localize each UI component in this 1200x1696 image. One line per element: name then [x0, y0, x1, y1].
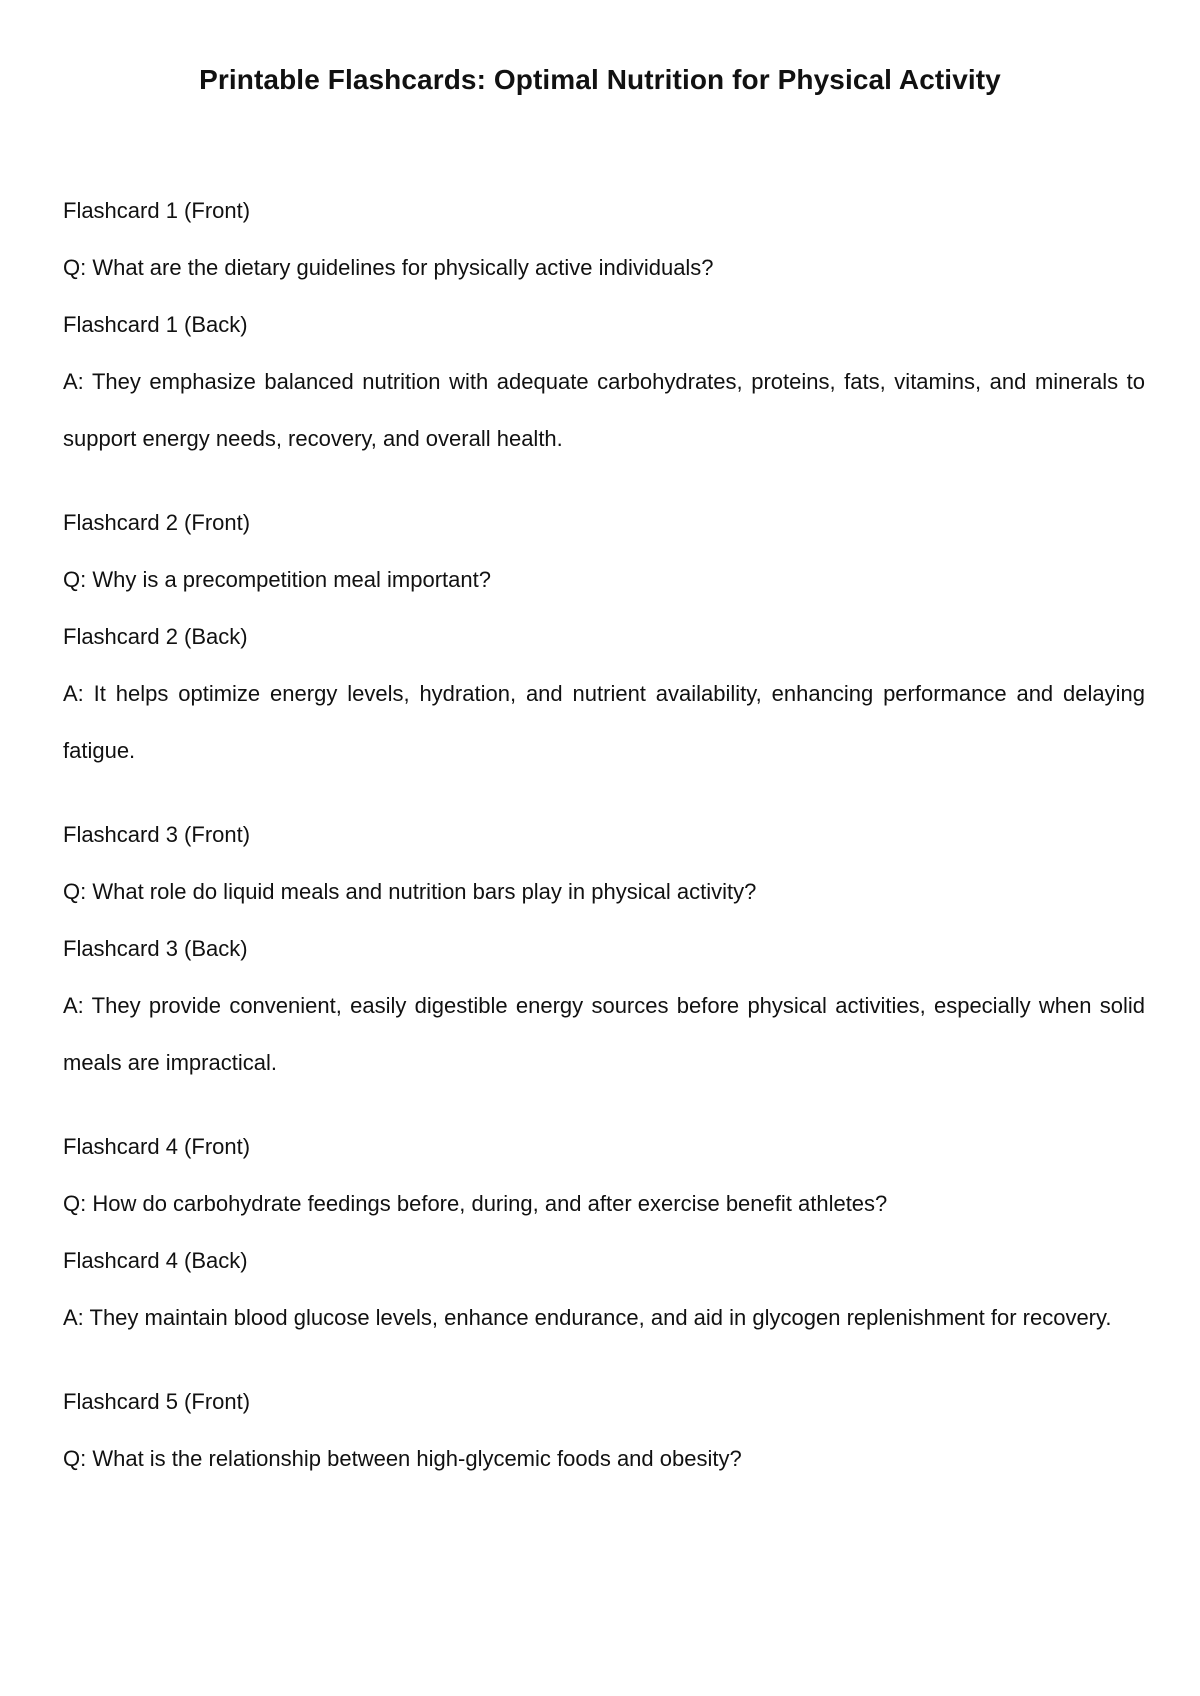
flashcard-front-heading: Flashcard 2 (Front) [63, 510, 251, 535]
flashcard-front-heading: Flashcard 4 (Front) [63, 1134, 251, 1159]
flashcard-back-heading: Flashcard 4 (Back) [63, 1248, 248, 1273]
flashcard-4 [63, 1118, 1145, 1346]
flashcard-back-heading: Flashcard 3 (Back) [63, 936, 248, 961]
flashcard-2 [63, 494, 1145, 779]
flashcard-question: Q: What role do liquid meals and nutrition bars play in physical activity? [63, 879, 757, 904]
flashcard-list [63, 182, 1145, 1514]
flashcard-question: Q: What is the relationship between high-glycemic foods and obesity? [63, 1446, 742, 1471]
flashcard-question: Q: How do carbohydrate feedings before, during, and after exercise benefit athletes? [63, 1191, 888, 1216]
flashcard-back-heading: Flashcard 1 (Back) [63, 312, 248, 337]
flashcard-answer: A: They provide convenient, easily digestible energy sources before physical activities, especially when solid meals are impractical. [63, 993, 1145, 1075]
flashcard-front-heading: Flashcard 5 (Front) [63, 1389, 251, 1414]
flashcard-front-heading: Flashcard 1 (Front) [63, 198, 251, 223]
flashcard-question: Q: What are the dietary guidelines for physically active individuals? [63, 255, 714, 280]
document-title: Printable Flashcards: Optimal Nutrition for Physical Activity [199, 64, 1001, 95]
flashcard-1 [63, 182, 1145, 467]
flashcard-question: Q: Why is a precompetition meal important? [63, 567, 491, 592]
flashcard-answer: A: They maintain blood glucose levels, enhance endurance, and aid in glycogen replenishment for recovery. [63, 1305, 1112, 1330]
flashcard-5 [63, 1373, 1145, 1487]
flashcard-3 [63, 806, 1145, 1091]
flashcard-back-heading: Flashcard 2 (Back) [63, 624, 248, 649]
flashcard-front-heading: Flashcard 3 (Front) [63, 822, 251, 847]
flashcard-answer: A: They emphasize balanced nutrition with adequate carbohydrates, proteins, fats, vitamins, and minerals to support energy needs, recovery, and overall health. [63, 369, 1145, 451]
flashcard-answer: A: It helps optimize energy levels, hydration, and nutrient availability, enhancing performance and delaying fatigue. [63, 681, 1145, 763]
